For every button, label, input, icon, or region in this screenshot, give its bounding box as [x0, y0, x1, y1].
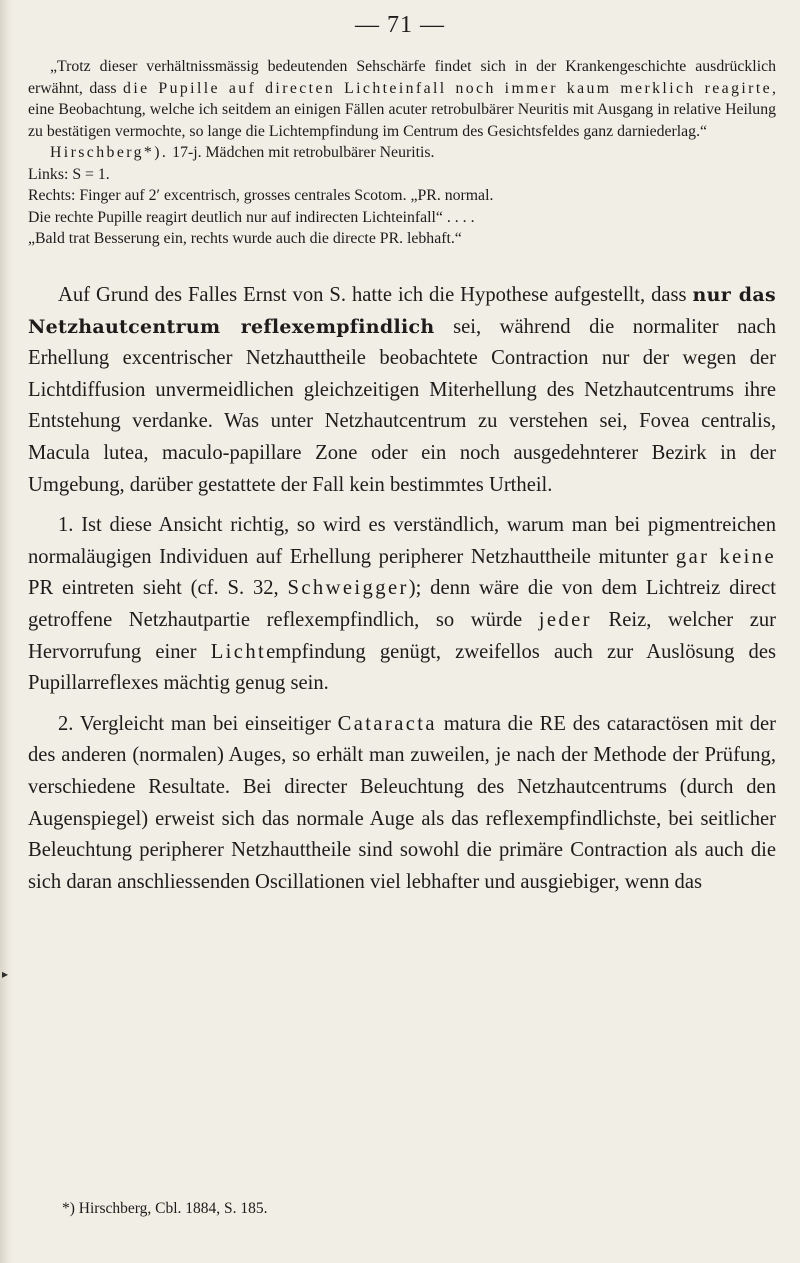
- pupille-line: Die rechte Pupille reagirt deutlich nur auf indirecten Lichteinfall“ . . . .: [28, 208, 475, 226]
- footnote: *) Hirschberg, Cbl. 1884, S. 185.: [62, 1200, 268, 1217]
- spaced-emphasis: Cataracta: [337, 712, 437, 735]
- hirschberg-case-line: Hirschberg*). 17-j. Mädchen mit retrobulbärer Neuritis.: [50, 144, 435, 161]
- spaced-emphasis: die Pupille auf directen Lichteinfall noch immer kaum merklich reagirte: [123, 79, 773, 97]
- margin-arrow-mark: ▸: [2, 967, 9, 981]
- page-number: — 71 —: [355, 12, 445, 38]
- paragraph-hypothese: Auf Grund des Falles Ernst von S. hatte ich die Hypothese aufgestellt, dass nur das Netzhautcentrum reflexempfindlich sei, während die normaliter nach Erhellung excentrischer Netzhauttheile beobachtete Contraction nur der wegen der Lichtdiffusion unvermeidlichen gleichzeitigen Miterhellung des Netzhautcentrums ihre Entstehung verdanke. Was unter Netzhautcentrum zu verstehen sei, Fovea centralis, Macula lutea, maculo-papillare Zone oder ein noch ausgedehnterer Bezirk in der Umgebung, darüber gestattete der Fall kein bestimmtes Urtheil.: [28, 284, 776, 496]
- spaced-emphasis: Licht: [210, 640, 267, 663]
- bald-line: „Bald trat Besserung ein, rechts wurde auch die directe PR. lebhaft.“: [28, 230, 462, 247]
- author-name: Schweigger: [287, 577, 409, 600]
- spaced-emphasis: jeder: [538, 608, 592, 631]
- spaced-emphasis: gar keine: [675, 545, 776, 568]
- quote-paragraph: „Trotz dieser verhältnissmässig bedeutenden Sehschärfe findet sich in der Krankengeschichte ausdrücklich erwähnt, dass die Pupille auf directen Lichteinfall noch immer kaum merklich reagirte, eine Beobachtung, welche ich seitdem an einigen Fällen acuter retrobulbärer Neuritis mit Ausgang in relative Heilung zu bestätigen vermochte, so lange die Lichtempfindung im Centrum des Gesichtsfeldes ganz darniederlag.“: [28, 58, 776, 140]
- page-spine-shadow: [0, 0, 14, 1263]
- author-name: Hirschberg*).: [50, 144, 169, 161]
- rechts-line: Rechts: Finger auf 2′ excentrisch, grosses centrales Scotom. „PR. normal.: [28, 187, 494, 204]
- bold-emphasis: nur das Netzhautcentrum reflexempfindlich: [28, 284, 776, 338]
- main-text: [28, 280, 776, 898]
- paragraph-point-1: 1. Ist diese Ansicht richtig, so wird es verständlich, warum man bei pigmentreichen normaläugigen Individuen auf Erhellung peripherer Netzhauttheile mitunter gar keine PR eintreten sieht (cf. S. 32, Schweigger); denn wäre die von dem Lichtreiz direct getroffene Netzhautpartie reflexempfindlich, so würde jeder Reiz, welcher zur Hervorrufung einer Lichtempfindung genügt, zweifellos auch zur Auslösung des Pupillarreflexes mächtig genug sein.: [28, 514, 776, 695]
- quoted-case-block: [28, 56, 776, 250]
- paragraph-point-2: 2. Vergleicht man bei einseitiger Cataracta matura die RE des cataractösen mit der des anderen (normalen) Auges, so erhält man zuweilen, je nach der Methode der Prüfung, verschiedene Resultate. Bei directer Beleuchtung des Netzhautcentrums (durch den Augenspiegel) erweist sich das normale Auge als das reflexempfindlichste, bei seitlicher Beleuchtung peripherer Netzhauttheile sind sowohl die primäre Contraction als auch die sich daran anschliessenden Oscillationen viel lebhafter und ausgiebiger, wenn das: [28, 712, 776, 893]
- links-line: Links: S = 1.: [28, 165, 110, 183]
